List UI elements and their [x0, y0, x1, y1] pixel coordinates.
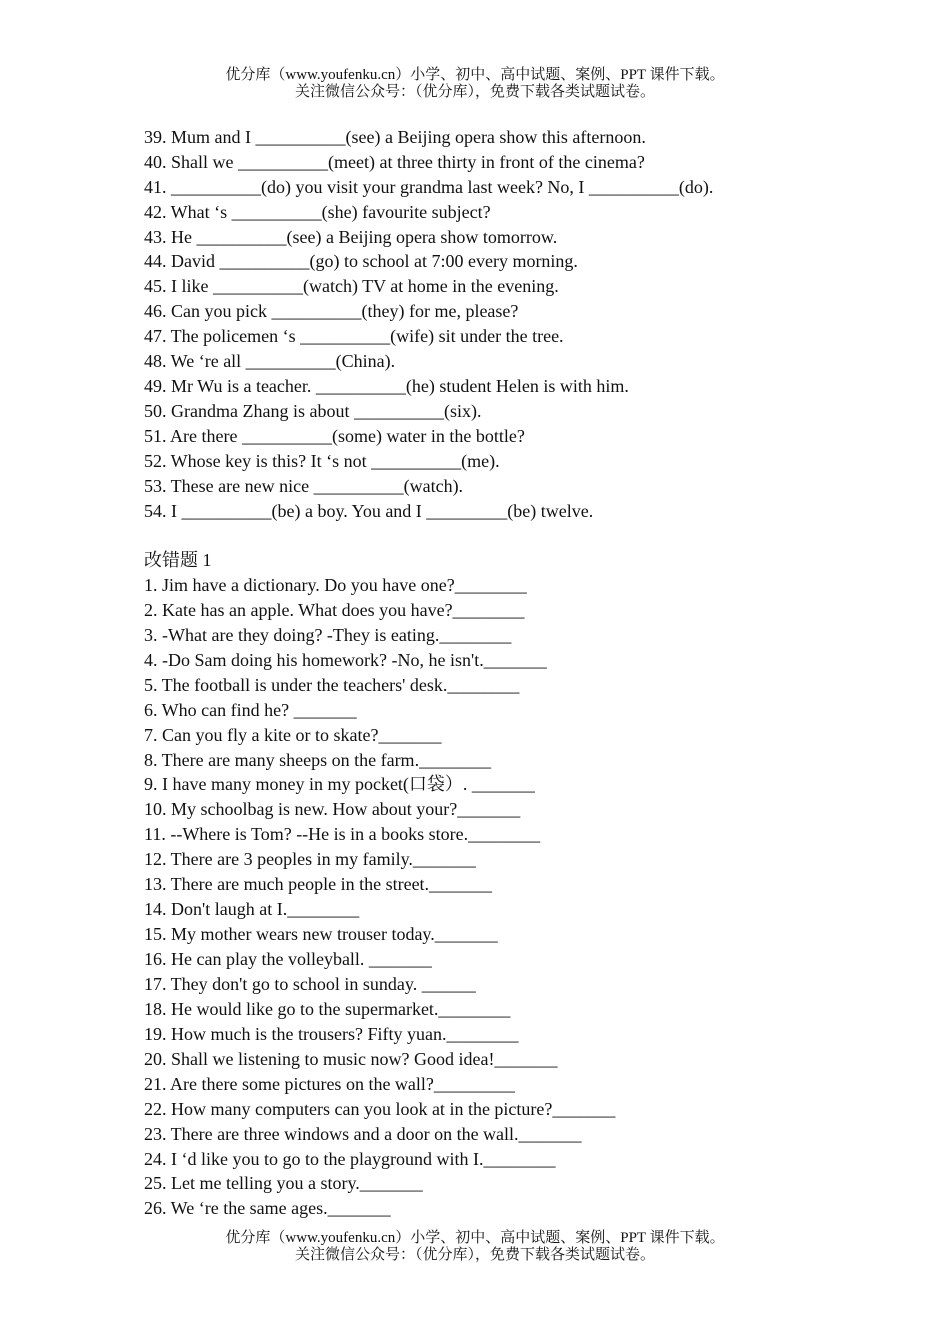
- correction-question-4: 4. -Do Sam doing his homework? -No, he isn't._______: [144, 650, 547, 670]
- correction-question-10: 10. My schoolbag is new. How about your?_______: [144, 799, 521, 819]
- page-footer: [0, 1230, 950, 1264]
- question-41: 41. __________(do) you visit your grandma last week? No, I __________(do).: [144, 177, 714, 197]
- correction-question-9: 9. I have many money in my pocket(口袋）. _______: [144, 774, 535, 794]
- footer-line-1: 优分库（www.youfenku.cn）小学、初中、高中试题、案例、PPT 课件下载。: [225, 1230, 725, 1246]
- question-49: 49. Mr Wu is a teacher. __________(he) student Helen is with him.: [144, 376, 629, 396]
- question-48: 48. We ‘re all __________(China).: [144, 351, 396, 371]
- correction-question-5: 5. The football is under the teachers' desk.________: [144, 675, 520, 695]
- question-51: 51. Are there __________(some) water in the bottle?: [144, 426, 525, 446]
- question-46: 46. Can you pick __________(they) for me, please?: [144, 301, 519, 321]
- correction-question-16: 16. He can play the volleyball. _______: [144, 949, 432, 969]
- correction-question-14: 14. Don't laugh at I.________: [144, 899, 360, 919]
- correction-question-24: 24. I ‘d like you to go to the playground with I.________: [144, 1149, 556, 1169]
- question-53: 53. These are new nice __________(watch).: [144, 476, 464, 496]
- header-line-1: 优分库（www.youfenku.cn）小学、初中、高中试题、案例、PPT 课件下载。: [225, 67, 725, 83]
- section-title: 改错题 1: [144, 550, 212, 570]
- question-42: 42. What ‘s __________(she) favourite subject?: [144, 202, 491, 222]
- correction-question-19: 19. How much is the trousers? Fifty yuan.________: [144, 1024, 519, 1044]
- correction-question-26: 26. We ‘re the same ages._______: [144, 1198, 391, 1218]
- question-39: 39. Mum and I __________(see) a Beijing opera show this afternoon.: [144, 127, 646, 147]
- correction-question-17: 17. They don't go to school in sunday. ______: [144, 974, 476, 994]
- correction-question-2: 2. Kate has an apple. What does you have?________: [144, 600, 525, 620]
- page-header: [0, 67, 950, 101]
- correction-question-18: 18. He would like go to the supermarket.________: [144, 999, 511, 1019]
- question-50: 50. Grandma Zhang is about __________(six).: [144, 401, 482, 421]
- correction-question-13: 13. There are much people in the street._______: [144, 874, 493, 894]
- correction-question-21: 21. Are there some pictures on the wall?_________: [144, 1074, 515, 1094]
- correction-question-22: 22. How many computers can you look at in the picture?_______: [144, 1099, 616, 1119]
- question-52: 52. Whose key is this? It ‘s not __________(me).: [144, 451, 500, 471]
- correction-question-6: 6. Who can find he? _______: [144, 700, 357, 720]
- question-45: 45. I like __________(watch) TV at home in the evening.: [144, 276, 559, 296]
- question-54: 54. I __________(be) a boy. You and I _________(be) twelve.: [144, 501, 594, 521]
- question-44: 44. David __________(go) to school at 7:00 every morning.: [144, 251, 578, 271]
- correction-question-11: 11. --Where is Tom? --He is in a books store.________: [144, 824, 541, 844]
- correction-question-15: 15. My mother wears new trouser today._______: [144, 924, 498, 944]
- correction-question-8: 8. There are many sheeps on the farm.________: [144, 750, 492, 770]
- correction-question-7: 7. Can you fly a kite or to skate?_______: [144, 725, 442, 745]
- header-line-2: 关注微信公众号：（优分库），免费下载各类试题试卷。: [294, 84, 655, 100]
- correction-question-23: 23. There are three windows and a door on the wall._______: [144, 1124, 582, 1144]
- correction-question-12: 12. There are 3 peoples in my family._______: [144, 849, 476, 869]
- question-43: 43. He __________(see) a Beijing opera show tomorrow.: [144, 227, 558, 247]
- question-47: 47. The policemen ‘s __________(wife) sit under the tree.: [144, 326, 564, 346]
- correction-question-25: 25. Let me telling you a story._______: [144, 1173, 423, 1193]
- question-40: 40. Shall we __________(meet) at three thirty in front of the cinema?: [144, 152, 645, 172]
- correction-question-3: 3. -What are they doing? -They is eating.________: [144, 625, 512, 645]
- correction-question-1: 1. Jim have a dictionary. Do you have one?________: [144, 575, 527, 595]
- correction-question-20: 20. Shall we listening to music now? Good idea!_______: [144, 1049, 558, 1069]
- footer-line-2: 关注微信公众号：（优分库），免费下载各类试题试卷。: [294, 1247, 655, 1263]
